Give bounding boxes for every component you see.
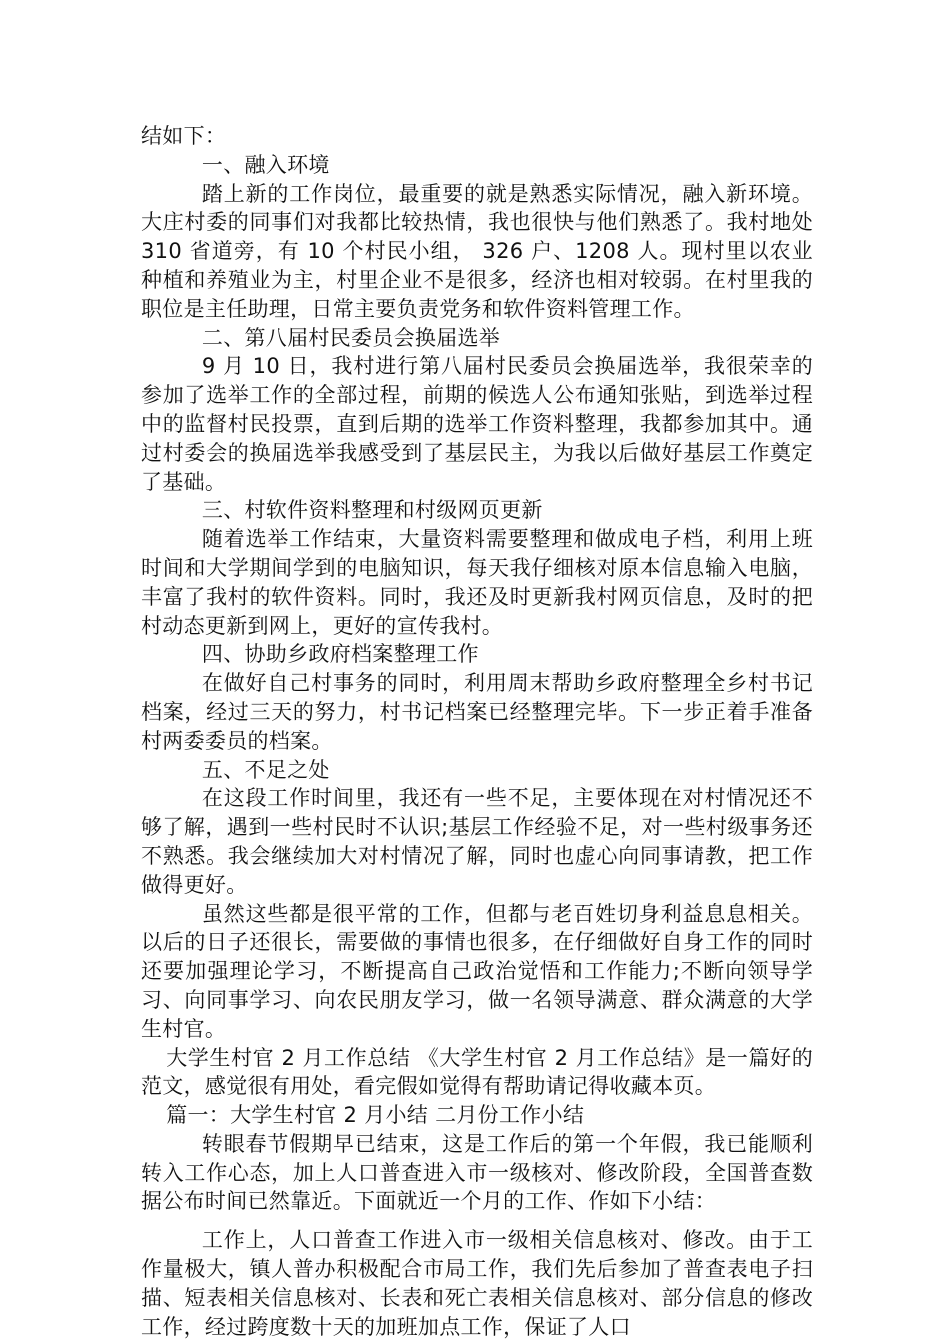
paragraph-intro: 结如下：: [141, 124, 227, 148]
document-body: [141, 122, 813, 1341]
paragraph-conclusion: 虽然这些都是很平常的工作，但都与老百姓切身利益息息相关。以后的日子还很长，需要做的事情也很多，在仔细做好自身工作的同时还要加强理论学习，不断提高自己政治觉悟和工作能力;不断向领导学习、向同事学习、向农民朋友学习，做一名领导满意、群众满意的大学生村官。: [141, 901, 813, 1041]
paragraph-5: 在这段工作时间里，我还有一些不足，主要体现在对村情况还不够了解，遇到一些村民时不认识;基层工作经验不足，对一些村级事务还不熟悉。我会继续加大对村情况了解，同时也虚心向同事请教，把工作做得更好。: [141, 786, 813, 897]
paragraph-3: 随着选举工作结束，大量资料需要整理和做成电子档，利用上班时间和大学期间学到的电脑知识，每天我仔细核对原本信息输入电脑，丰富了我村的软件资料。同时，我还及时更新我村网页信息，及时的把村动态更新到网上，更好的宣传我村。: [141, 527, 813, 638]
paragraph-1: 踏上新的工作岗位，最重要的就是熟悉实际情况，融入新环境。大庄村委的同事们对我都比较热情，我也很快与他们熟悉了。我村地处 310 省道旁，有 10 个村民小组， 326 户、1208 人。现村里以农业种植和养殖业为主，村里企业不是很多，经济也相对较弱。在村里我的职位是主任助理，日常主要负责党务和软件资料管理工作。: [141, 181, 813, 321]
article-subtitle: 篇一：大学生村官 2 月小结 二月份工作小结: [166, 1103, 585, 1128]
heading-2: 二、第八届村民委员会换届选举: [201, 325, 501, 350]
paragraph-4: 在做好自己村事务的同时，利用周末帮助乡政府整理全乡村书记档案，经过三天的努力，村书记档案已经整理完毕。下一步正着手准备村两委委员的档案。: [141, 671, 813, 753]
paragraph-7: 工作上，人口普查工作进入市一级相关信息核对、修改。由于工作量极大，镇人普办积极配合市局工作，我们先后参加了普查表电子扫描、短表相关信息核对、长表和死亡表相关信息核对、部分信息的修改工作，经过跨度数十天的加班加点工作，保证了人口: [141, 1228, 813, 1339]
heading-1: 一、融入环境: [201, 152, 330, 177]
paragraph-6: 转眼春节假期早已结束，这是工作后的第一个年假，我已能顺利转入工作心态，加上人口普查进入市一级核对、修改阶段，全国普查数据公布时间已然靠近。下面就近一个月的工作、作如下小结：: [141, 1131, 813, 1214]
heading-5: 五、不足之处: [201, 757, 330, 782]
heading-4: 四、协助乡政府档案整理工作: [201, 642, 479, 667]
paragraph-2: 9 月 10 日，我村进行第八届村民委员会换届选举，我很荣幸的参加了选举工作的全部过程，前期的候选人公布通知张贴，到选举过程中的监督村民投票，直到后期的选举工作资料整理，我都参加其中。通过村委会的换届选举我感受到了基层民主，为我以后做好基层工作奠定了基础。: [141, 354, 813, 494]
paragraph-promo: 大学生村官 2 月工作总结 《大学生村官 2 月工作总结》是一篇好的范文，感觉很有用处，看完假如觉得有帮助请记得收藏本页。: [141, 1045, 813, 1099]
heading-3: 三、村软件资料整理和村级网页更新: [201, 498, 543, 523]
